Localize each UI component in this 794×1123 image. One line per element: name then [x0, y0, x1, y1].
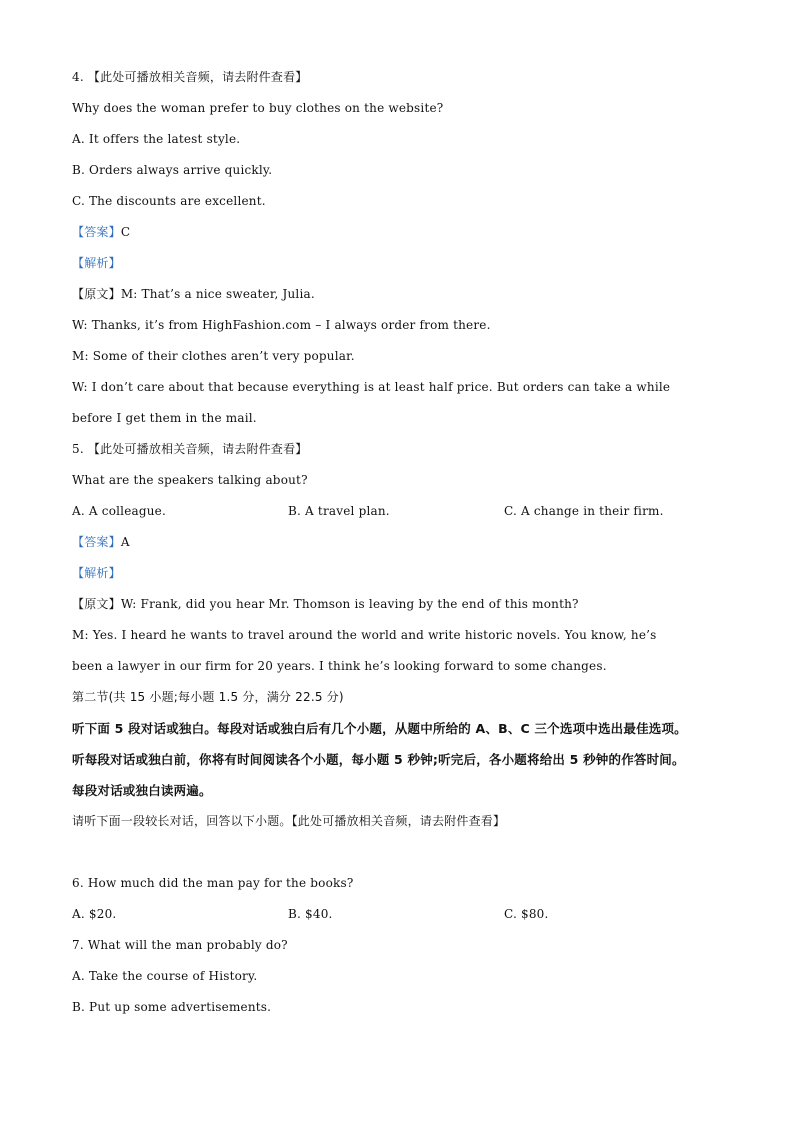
q4-question: Why does the woman prefer to buy clothes on the website?: [72, 101, 444, 115]
section2-instruction-1: 听下面 5 段对话或独白。每段对话或独白后有几个小题，从题中所给的 A、B、C 三个选项中选出最佳选项。: [72, 721, 687, 736]
q4-answer-value: C: [120, 225, 131, 239]
q5-header: [72, 434, 732, 465]
q5-transcript-line-2: M: Yes. I heard he wants to travel around the world and write historic novels. You know, he’s: [72, 628, 657, 642]
q5-audio-note: 【此处可播放相关音频，请去附件查看】: [87, 442, 308, 456]
q4-option-b: B. Orders always arrive quickly.: [72, 163, 273, 177]
q4-transcript-line-1: 【原文】M: That’s a nice sweater, Julia.: [72, 287, 315, 301]
q4-option-c: C. The discounts are excellent.: [72, 194, 266, 208]
q6-option-a: A. $20.: [72, 907, 117, 921]
q4-analysis: [72, 248, 732, 279]
q7-question: 7. What will the man probably do?: [72, 938, 288, 952]
q7-option-a: A. Take the course of History.: [72, 969, 258, 983]
q5-question: What are the speakers talking about?: [72, 473, 308, 487]
q5-analysis: [72, 558, 732, 589]
q5-transcript-line-3: been a lawyer in our firm for 20 years. I think he’s looking forward to some changes.: [72, 659, 607, 673]
transcript-tag: 【原文】: [72, 597, 121, 611]
q4-transcript-line-3: M: Some of their clothes aren’t very popular.: [72, 349, 355, 363]
q5-number: 5.: [72, 442, 84, 456]
q5-option-a: A. A colleague.: [72, 504, 166, 518]
answer-tag: 【答案】: [72, 535, 121, 549]
q5-transcript-line-1: 【原文】W: Frank, did you hear Mr. Thomson is leaving by the end of this month?: [72, 597, 579, 611]
q6-option-c: C. $80.: [504, 907, 549, 921]
section2-instruction-3: 每段对话或独白读两遍。: [72, 783, 212, 798]
section2-instruction-2: 听每段对话或独白前，你将有时间阅读各个小题，每小题 5 秒钟;听完后，各小题将给出 5 秒钟的作答时间。: [72, 752, 685, 767]
section2-heading: 第二节(共 15 小题;每小题 1.5 分，满分 22.5 分): [72, 690, 344, 704]
q4-transcript-line-4: W: I don’t care about that because everything is at least half price. But orders can take a while: [72, 380, 671, 394]
q5-option-b: B. A travel plan.: [288, 504, 390, 518]
q4-transcript-line-2: W: Thanks, it’s from HighFashion.com – I always order from there.: [72, 318, 491, 332]
transcript-tag: 【原文】: [72, 287, 121, 301]
q7-option-b: B. Put up some advertisements.: [72, 1000, 272, 1014]
q4-answer: [72, 217, 732, 248]
q4-number: 4.: [72, 70, 84, 84]
q4-audio-note: 【此处可播放相关音频，请去附件查看】: [87, 70, 308, 84]
q4-option-a: A. It offers the latest style.: [72, 132, 241, 146]
q5-answer: [72, 527, 732, 558]
analysis-tag: 【解析】: [72, 566, 121, 580]
q5-option-c: C. A change in their firm.: [504, 504, 664, 518]
section2-prompt: 请听下面一段较长对话，回答以下小题。【此处可播放相关音频，请去附件查看】: [72, 814, 506, 828]
document-page: [72, 62, 732, 1023]
q5-options: [72, 496, 732, 527]
q6-question: 6. How much did the man pay for the books?: [72, 876, 354, 890]
q4-header: [72, 62, 732, 93]
analysis-tag: 【解析】: [72, 256, 121, 270]
answer-tag: 【答案】: [72, 225, 121, 239]
q6-options: [72, 899, 732, 930]
q5-answer-value: A: [120, 535, 130, 549]
q6-option-b: B. $40.: [288, 907, 333, 921]
q4-transcript-line-5: before I get them in the mail.: [72, 411, 257, 425]
